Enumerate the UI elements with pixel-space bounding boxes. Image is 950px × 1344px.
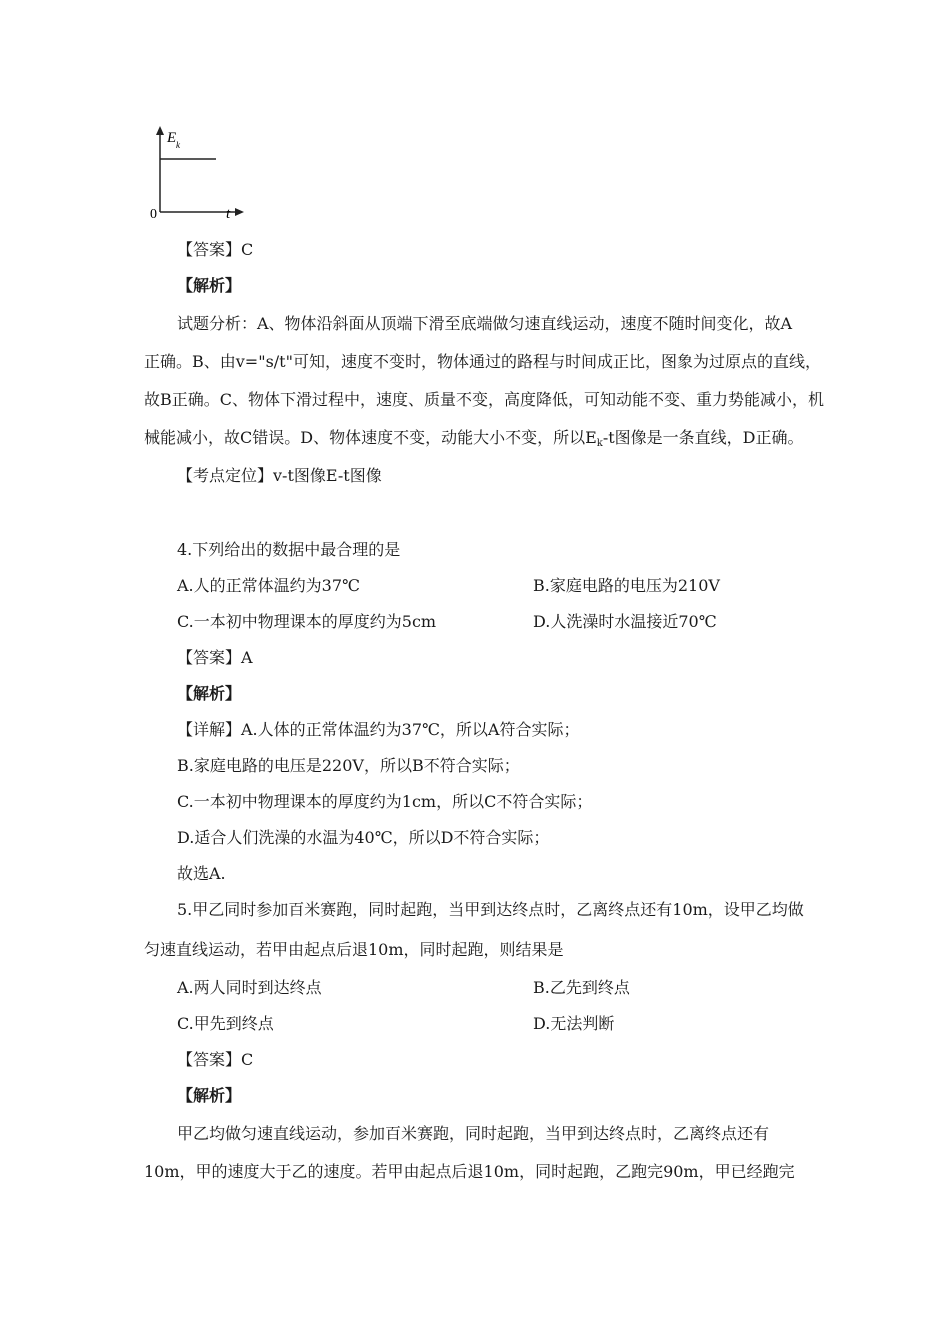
q5-option-a: A.两人同时到达终点 [177,978,322,997]
q5-analysis-line-1: 甲乙均做匀速直线运动，参加百米赛跑，同时起跑，当甲到达终点时，乙离终点还有 [177,1124,770,1143]
x-axis-arrow [235,208,244,216]
ek-t-graph [140,122,250,222]
q4-detail-2: B.家庭电路的电压是220V，所以B不符合实际； [177,756,520,775]
y-axis-arrow [156,126,164,135]
q4-option-d: D.人洗澡时水温接近70℃ [533,612,717,631]
q5-analysis-label: 【解析】 [177,1086,242,1105]
q3-analysis-line-3: 故B正确。C、物体下滑过程中，速度、质量不变，高度降低，可知动能不变、重力势能减小，机 [144,390,825,409]
q3-analysis-label: 【解析】 [177,276,242,295]
q4-option-a: A.人的正常体温约为37℃ [177,576,360,595]
q3-analysis-line-4-sub: k [596,438,603,449]
q5-answer: 【答案】C [177,1050,254,1069]
q3-analysis-line-2: 正确。B、由v="s/t"可知，速度不变时，物体通过的路程与时间成正比，图象为过原点的直线， [144,352,821,371]
q5-stem-line-2: 匀速直线运动，若甲由起点后退10m，同时起跑，则结果是 [144,940,564,959]
q5-option-c: C.甲先到终点 [177,1014,274,1033]
q4-analysis-label: 【解析】 [177,684,242,703]
q5-option-d: D.无法判断 [533,1014,615,1033]
q3-analysis-line-4-a: 械能减小，故C错误。D、物体速度不变，动能大小不变，所以E [144,428,597,447]
q4-detail-1: 【详解】A.人体的正常体温约为37℃，所以A符合实际； [177,720,580,739]
q4-stem: 4.下列给出的数据中最合理的是 [177,540,401,559]
origin-label: 0 [150,207,157,222]
q3-analysis-line-1: 试题分析：A、物体沿斜面从顶端下滑至底端做匀速直线运动，速度不随时间变化，故A [177,314,793,333]
x-axis-label: t [226,206,231,222]
q4-detail-4: D.适合人们洗澡的水温为40℃，所以D不符合实际； [177,828,550,847]
q3-kaodian: 【考点定位】v-t图像E-t图像 [177,466,382,485]
q4-option-c: C.一本初中物理课本的厚度约为5cm [177,612,437,631]
q4-option-b: B.家庭电路的电压为210V [533,576,720,595]
q3-analysis-line-4 [144,428,804,454]
q3-answer: 【答案】C [177,240,254,259]
y-axis-label-sub: k [176,140,180,150]
y-axis-label: E [167,130,177,146]
q5-analysis-line-2: 10m，甲的速度大于乙的速度。若甲由起点后退10m，同时起跑，乙跑完90m，甲已经跑完 [144,1162,795,1181]
q5-option-b: B.乙先到终点 [533,978,630,997]
q4-detail-3: C.一本初中物理课本的厚度约为1cm，所以C不符合实际； [177,792,593,811]
q4-answer: 【答案】A [177,648,253,667]
q5-stem-line-1: 5.甲乙同时参加百米赛跑，同时起跑，当甲到达终点时，乙离终点还有10m，设甲乙均做 [177,900,804,919]
q4-detail-5: 故选A. [177,864,226,883]
q3-analysis-line-4-b: -t图像是一条直线，D正确。 [602,428,804,447]
